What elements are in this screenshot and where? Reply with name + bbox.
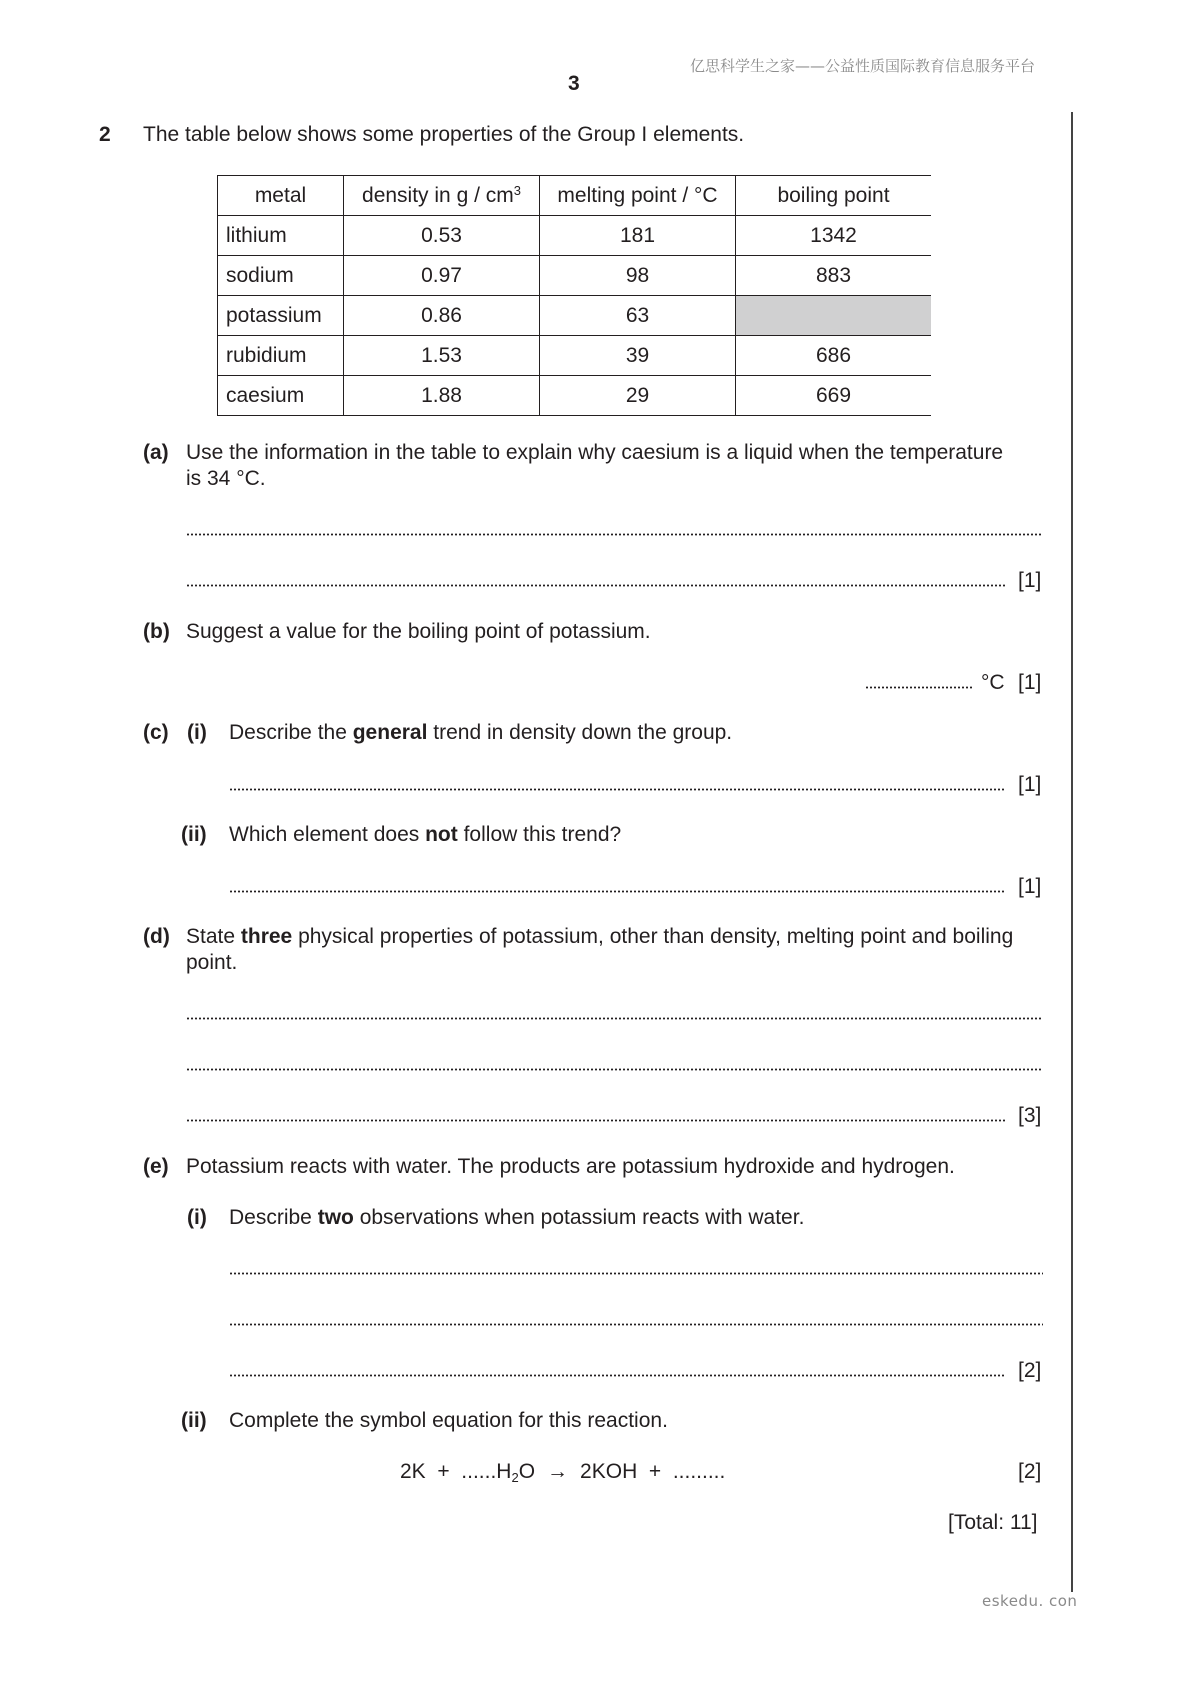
density-superscript: 3 xyxy=(513,183,521,198)
table-row xyxy=(218,336,932,376)
answer-line[interactable] xyxy=(186,533,1043,536)
cell-metal: sodium xyxy=(218,256,344,296)
equation-subscript: 2 xyxy=(511,1470,519,1485)
answer-line[interactable] xyxy=(229,1374,1005,1377)
cell-melting: 181 xyxy=(540,216,736,256)
cell-boiling: 669 xyxy=(736,376,932,416)
equation-reactants: 2K + ......H xyxy=(400,1460,512,1483)
answer-line[interactable] xyxy=(186,584,1005,587)
table-row xyxy=(218,296,932,336)
answer-line[interactable] xyxy=(865,686,973,689)
part-a-marks: [1] xyxy=(1018,569,1042,592)
margin-rule xyxy=(1071,112,1073,1592)
part-c-i-label: (i) xyxy=(187,721,207,744)
answer-line[interactable] xyxy=(186,1068,1043,1071)
answer-line[interactable] xyxy=(229,890,1005,893)
part-d-question-line1 xyxy=(186,925,1013,949)
cell-metal: potassium xyxy=(218,296,344,336)
cell-metal: caesium xyxy=(218,376,344,416)
part-a-label: (a) xyxy=(143,441,169,464)
cell-melting: 29 xyxy=(540,376,736,416)
cell-melting: 98 xyxy=(540,256,736,296)
text-span: Describe the xyxy=(229,721,353,744)
cell-density: 1.88 xyxy=(344,376,540,416)
footer-site: eskedu. con xyxy=(982,1592,1078,1610)
symbol-equation xyxy=(400,1460,725,1485)
header-density xyxy=(344,176,540,216)
cell-boiling: 883 xyxy=(736,256,932,296)
part-c-ii-label: (ii) xyxy=(181,823,207,846)
header-boiling: boiling point xyxy=(736,176,932,216)
part-e-ii-marks: [2] xyxy=(1018,1460,1042,1483)
part-b-unit: °C xyxy=(981,671,1005,694)
part-b-label: (b) xyxy=(143,620,170,643)
table-row xyxy=(218,216,932,256)
total-marks: [Total: 11] xyxy=(948,1511,1038,1534)
answer-line[interactable] xyxy=(229,788,1005,791)
answer-line[interactable] xyxy=(229,1272,1043,1275)
part-c-i-marks: [1] xyxy=(1018,773,1042,796)
equation-oxygen: O xyxy=(518,1460,536,1483)
cell-density: 0.86 xyxy=(344,296,540,336)
part-b-marks: [1] xyxy=(1018,671,1042,694)
emphasis: three xyxy=(240,925,293,948)
text-span: follow this trend? xyxy=(457,823,622,846)
text-span: physical properties of potassium, other than density, melting point and boiling xyxy=(292,925,1014,948)
part-e-ii-question: Complete the symbol equation for this reaction. xyxy=(229,1409,668,1432)
header-melting: melting point / °C xyxy=(540,176,736,216)
cell-density: 0.53 xyxy=(344,216,540,256)
cell-boiling: 1342 xyxy=(736,216,932,256)
page-number: 3 xyxy=(568,72,580,95)
text-span: Which element does xyxy=(229,823,426,846)
emphasis: not xyxy=(425,823,458,846)
part-e-i-marks: [2] xyxy=(1018,1359,1042,1382)
cell-density: 0.97 xyxy=(344,256,540,296)
part-d-label: (d) xyxy=(143,925,170,948)
header-density-label: density in g / cm xyxy=(362,184,514,207)
part-c-ii-marks: [1] xyxy=(1018,875,1042,898)
equation-products: 2KOH + ......... xyxy=(580,1460,726,1483)
table-row xyxy=(218,256,932,296)
emphasis: two xyxy=(317,1206,354,1229)
part-c-i-question xyxy=(229,721,732,745)
text-span: Describe xyxy=(229,1206,318,1229)
table-header-row xyxy=(218,176,932,216)
part-a-question-line2: is 34 °C. xyxy=(186,467,266,490)
question-number: 2 xyxy=(99,123,111,146)
part-e-i-question xyxy=(229,1206,804,1230)
properties-table xyxy=(217,175,931,416)
part-a-question-line1: Use the information in the table to explain why caesium is a liquid when the temperature xyxy=(186,441,1004,464)
part-b-question: Suggest a value for the boiling point of potassium. xyxy=(186,620,651,643)
part-e-intro: Potassium reacts with water. The products are potassium hydroxide and hydrogen. xyxy=(186,1155,955,1178)
text-span: State xyxy=(186,925,241,948)
header-metal: metal xyxy=(218,176,344,216)
cell-metal: rubidium xyxy=(218,336,344,376)
cell-density: 1.53 xyxy=(344,336,540,376)
cell-melting: 39 xyxy=(540,336,736,376)
part-e-i-label: (i) xyxy=(187,1206,207,1229)
answer-line[interactable] xyxy=(229,1323,1043,1326)
cell-metal: lithium xyxy=(218,216,344,256)
part-d-question-line2: point. xyxy=(186,951,238,974)
question-intro: The table below shows some properties of the Group I elements. xyxy=(143,123,745,146)
emphasis: general xyxy=(352,721,428,744)
arrow-icon: → xyxy=(547,1460,569,1483)
text-span: observations when potassium reacts with water. xyxy=(353,1206,805,1229)
table-row xyxy=(218,376,932,416)
answer-line[interactable] xyxy=(186,1119,1005,1122)
cell-boiling: 686 xyxy=(736,336,932,376)
part-c-ii-question xyxy=(229,823,621,847)
part-d-marks: [3] xyxy=(1018,1104,1042,1127)
part-c-label: (c) xyxy=(143,721,169,744)
part-e-ii-label: (ii) xyxy=(181,1409,207,1432)
text-span: trend in density down the group. xyxy=(427,721,733,744)
answer-line[interactable] xyxy=(186,1017,1043,1020)
cell-melting: 63 xyxy=(540,296,736,336)
header-watermark: 亿思科学生之家——公益性质国际教育信息服务平台 xyxy=(690,57,1036,75)
cell-boiling-blank xyxy=(736,296,932,336)
part-e-label: (e) xyxy=(143,1155,169,1178)
